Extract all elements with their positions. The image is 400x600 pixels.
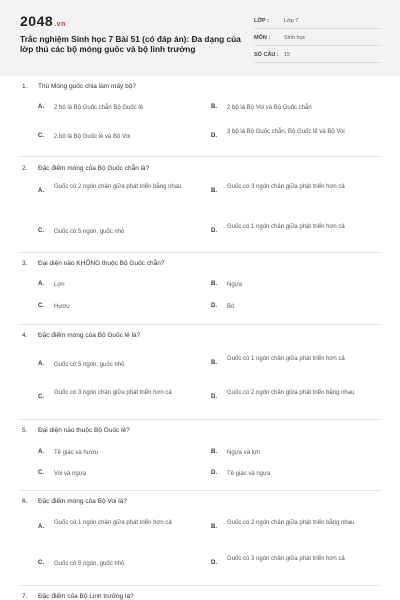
meta-value: Lớp 7 bbox=[284, 18, 299, 24]
option-text: Bò bbox=[227, 304, 235, 310]
option-text: Guốc có 3 ngón chân giữa phát triển hơn cả bbox=[54, 390, 172, 396]
option-letter: D. bbox=[211, 303, 217, 309]
option-text: 2 bộ là Bộ Guốc chẵn Bộ Guốc lẻ bbox=[54, 105, 144, 111]
option-letter: B. bbox=[211, 449, 217, 455]
divider bbox=[20, 419, 382, 420]
option-letter: D. bbox=[211, 560, 217, 566]
option-letter: B. bbox=[211, 524, 217, 530]
meta-label: MÔN : bbox=[254, 35, 271, 41]
option-text: Guốc có 3 ngón chân giữa phát triển hơn cả bbox=[227, 556, 345, 562]
option-text: Guốc có 2 ngón chân giữa phát triển bằng nhau bbox=[227, 390, 355, 396]
option-letter: C. bbox=[38, 133, 44, 139]
divider bbox=[20, 252, 382, 253]
question-number: 4. bbox=[22, 332, 28, 339]
option-letter: A. bbox=[38, 281, 44, 287]
option-letter: A. bbox=[38, 449, 44, 455]
meta-row-subject bbox=[254, 31, 382, 46]
option-text: Voi và ngựa bbox=[54, 471, 87, 477]
option-letter: D. bbox=[211, 394, 217, 400]
option-letter: B. bbox=[211, 281, 217, 287]
question-text: Đặc điểm của Bộ Linh trưởng là? bbox=[38, 593, 134, 600]
question-number: 5. bbox=[22, 427, 28, 434]
option-letter: D. bbox=[211, 133, 217, 139]
option-letter: C. bbox=[38, 228, 44, 234]
question-text: Đặc điểm móng của Bộ Voi là? bbox=[38, 498, 127, 505]
divider bbox=[20, 324, 382, 325]
option-letter: A. bbox=[38, 524, 44, 530]
question-number: 7. bbox=[22, 593, 28, 600]
option-text: Guốc có 1 ngón chân giữa phát triển hơn cả bbox=[227, 224, 345, 230]
meta-row-count bbox=[254, 48, 382, 63]
option-text: Guốc có 5 ngón, guốc nhỏ bbox=[54, 229, 125, 235]
divider bbox=[20, 156, 382, 157]
option-text: Tê giác và ngựa bbox=[227, 471, 271, 477]
option-letter: B. bbox=[211, 104, 217, 110]
meta-info bbox=[254, 14, 382, 65]
option-letter: C. bbox=[38, 560, 44, 566]
option-letter: B. bbox=[211, 188, 217, 194]
option-text: 2 bộ là Bộ Voi và Bộ Guốc chẵn bbox=[227, 105, 312, 111]
option-text: 2 bộ là Bộ Guốc lẻ và Bộ Voi bbox=[54, 134, 131, 140]
divider bbox=[20, 490, 382, 491]
option-letter: A. bbox=[38, 188, 44, 194]
option-letter: C. bbox=[38, 303, 44, 309]
option-letter: D. bbox=[211, 470, 217, 476]
option-text: Lợn bbox=[54, 282, 65, 288]
meta-row-class bbox=[254, 14, 382, 29]
question-text: Thú Móng guốc chia làm mấy bộ? bbox=[38, 83, 136, 90]
question-text: Đặc điểm móng của Bộ Guốc chẵn là? bbox=[38, 165, 150, 172]
meta-label: SỐ CÂU : bbox=[254, 52, 279, 58]
option-text: Tê giác và hươu bbox=[54, 450, 98, 456]
question-text: Đại diện nào KHÔNG thuộc Bộ Guốc chẵn? bbox=[38, 260, 165, 267]
page-title: Trắc nghiệm Sinh học 7 Bài 51 (có đáp án): Đa dạng của lớp thú các bộ móng guốc và bộ linh trưởng bbox=[20, 34, 241, 54]
question-text: Đại diện nào thuộc Bộ Guốc lẻ? bbox=[38, 427, 130, 434]
option-text: Guốc có 3 ngón chân giữa phát triển hơn cả bbox=[227, 184, 345, 190]
option-letter: C. bbox=[38, 470, 44, 476]
option-text: Hươu bbox=[54, 304, 70, 310]
option-letter: D. bbox=[211, 228, 217, 234]
meta-value: 15 bbox=[284, 52, 291, 58]
option-text: Ngựa và lợn bbox=[227, 450, 261, 456]
option-letter: C. bbox=[38, 394, 44, 400]
option-letter: B. bbox=[211, 360, 217, 366]
option-text: Guốc có 2 ngón chân giữa phát triển bằng nhau bbox=[227, 520, 355, 526]
option-letter: A. bbox=[38, 361, 44, 367]
option-text: Ngựa bbox=[227, 282, 243, 288]
divider bbox=[20, 585, 382, 586]
option-text: Guốc có 5 ngón, guốc nhỏ bbox=[54, 362, 125, 368]
option-letter: A. bbox=[38, 104, 44, 110]
question-number: 2. bbox=[22, 165, 28, 172]
question-number: 6. bbox=[22, 498, 28, 505]
option-text: Guốc có 1 ngón chân giữa phát triển hơn cả bbox=[227, 356, 345, 362]
option-text: Guốc có 1 ngón chân giữa phát triển hơn cả bbox=[54, 520, 172, 526]
meta-value: Sinh học bbox=[284, 35, 306, 41]
meta-label: LỚP : bbox=[254, 18, 269, 24]
option-text: Guốc có 2 ngón chân giữa phát triển bằng nhau bbox=[54, 184, 182, 190]
option-text: 3 bộ là Bộ Guốc chẵn, Bộ Guốc lẻ và Bộ Voi bbox=[227, 129, 345, 135]
document-header bbox=[0, 0, 400, 76]
question-text: Đặc điểm móng của Bộ Guốc lẻ là? bbox=[38, 332, 141, 339]
question-number: 3. bbox=[22, 260, 28, 267]
site-logo[interactable]: 2048.vn bbox=[20, 13, 66, 29]
option-text: Guốc có 5 ngón, guốc nhỏ bbox=[54, 561, 125, 567]
question-number: 1. bbox=[22, 83, 28, 90]
